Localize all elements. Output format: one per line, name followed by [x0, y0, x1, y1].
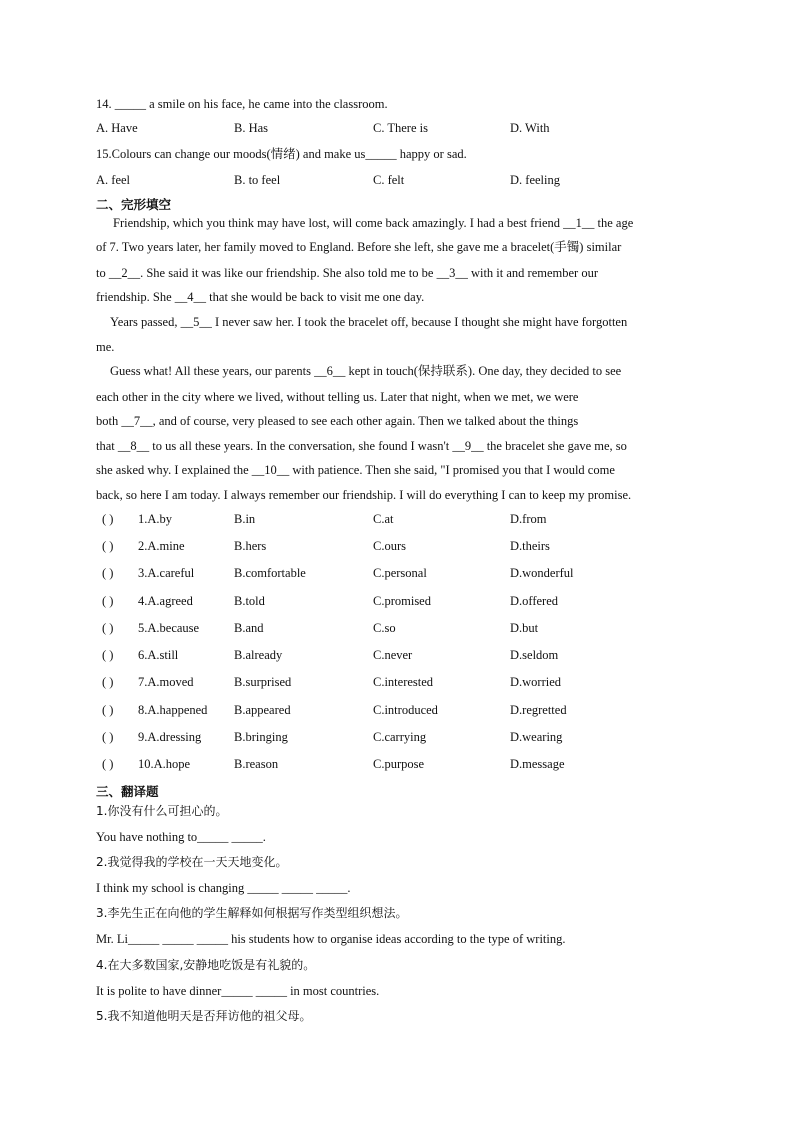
translation-3-cn: 3.李先生正在向他的学生解释如何根据写作类型组织想法。 [96, 906, 408, 920]
passage-line-3: to __2__. She said it was like our friendship. She also told me to be __3__ with it and remember our [96, 266, 599, 280]
cloze-6-option-b: B.already [234, 648, 283, 662]
q14-option-c: C. There is [373, 121, 428, 135]
section-3-title: 三、翻译题 [96, 784, 159, 799]
cloze-4-option-a: 4.A.agreed [138, 594, 193, 608]
answer-paren: ( ) [102, 730, 114, 744]
passage-line-2: of 7. Two years later, her family moved to England. Before she left, she gave me a bracelet(手镯) similar [96, 240, 622, 254]
passage-line-10: that __8__ to us all these years. In the conversation, she found I wasn't __9__ the bracelet she gave me, so [96, 439, 627, 453]
section-2-title: 二、完形填空 [96, 197, 172, 212]
cloze-5-option-c: C.so [373, 621, 396, 635]
cloze-8-option-b: B.appeared [234, 703, 291, 717]
cloze-1-option-a: 1.A.by [138, 512, 173, 526]
passage-line-1: Friendship, which you think may have lost, will come back amazingly. I had a best friend __1__ the age [113, 216, 634, 230]
cloze-6-option-d: D.seldom [510, 648, 559, 662]
answer-paren: ( ) [102, 566, 114, 580]
cloze-8-option-c: C.introduced [373, 703, 438, 717]
cloze-8-option-a: 8.A.happened [138, 703, 208, 717]
question-15-stem: 15.Colours can change our moods(情绪) and make us_____ happy or sad. [96, 147, 467, 161]
translation-4-en: It is polite to have dinner_____ _____ in most countries. [96, 984, 380, 998]
cloze-2-option-a: 2.A.mine [138, 539, 185, 553]
cloze-3-option-d: D.wonderful [510, 566, 574, 580]
cloze-1-option-b: B.in [234, 512, 256, 526]
passage-line-4: friendship. She __4__ that she would be back to visit me one day. [96, 290, 425, 304]
passage-line-11: she asked why. I explained the __10__ with patience. Then she said, "I promised you that I would come [96, 463, 615, 477]
cloze-10-option-b: B.reason [234, 757, 279, 771]
cloze-9-option-d: D.wearing [510, 730, 563, 744]
translation-1-en: You have nothing to_____ _____. [96, 830, 266, 844]
cloze-7-option-a: 7.A.moved [138, 675, 194, 689]
q15-option-a: A. feel [96, 173, 131, 187]
cloze-4-option-d: D.offered [510, 594, 559, 608]
translation-2-cn: 2.我觉得我的学校在一天天地变化。 [96, 855, 288, 869]
q14-option-a: A. Have [96, 121, 138, 135]
cloze-2-option-c: C.ours [373, 539, 406, 553]
cloze-5-option-a: 5.A.because [138, 621, 200, 635]
q15-option-d: D. feeling [510, 173, 560, 187]
cloze-6-option-c: C.never [373, 648, 413, 662]
passage-line-9: both __7__, and of course, very pleased to see each other again. Then we talked about the things [96, 414, 579, 428]
answer-paren: ( ) [102, 703, 114, 717]
passage-line-8: each other in the city where we lived, without telling us. Later that night, when we met, we were [96, 390, 579, 404]
cloze-4-option-b: B.told [234, 594, 265, 608]
passage-line-5: Years passed, __5__ I never saw her. I took the bracelet off, because I thought she might have forgotten [110, 315, 628, 329]
cloze-7-option-c: C.interested [373, 675, 434, 689]
cloze-9-option-c: C.carrying [373, 730, 427, 744]
passage-line-7: Guess what! All these years, our parents __6__ kept in touch(保持联系). One day, they decided to see [110, 364, 622, 378]
q15-option-b: B. to feel [234, 173, 281, 187]
cloze-7-option-b: B.surprised [234, 675, 292, 689]
cloze-5-option-d: D.but [510, 621, 539, 635]
cloze-10-option-d: D.message [510, 757, 565, 771]
answer-paren: ( ) [102, 621, 114, 635]
cloze-6-option-a: 6.A.still [138, 648, 179, 662]
cloze-3-option-a: 3.A.careful [138, 566, 195, 580]
cloze-9-option-a: 9.A.dressing [138, 730, 202, 744]
passage-line-6: me. [96, 340, 115, 354]
question-14-stem: 14. _____ a smile on his face, he came into the classroom. [96, 97, 388, 111]
cloze-10-option-a: 10.A.hope [138, 757, 191, 771]
cloze-5-option-b: B.and [234, 621, 264, 635]
answer-paren: ( ) [102, 512, 114, 526]
translation-3-en: Mr. Li_____ _____ _____ his students how to organise ideas according to the type of writing. [96, 932, 566, 946]
translation-4-cn: 4.在大多数国家,安静地吃饭是有礼貌的。 [96, 958, 316, 972]
answer-paren: ( ) [102, 675, 114, 689]
cloze-8-option-d: D.regretted [510, 703, 567, 717]
q14-option-d: D. With [510, 121, 550, 135]
q15-option-c: C. felt [373, 173, 405, 187]
cloze-1-option-d: D.from [510, 512, 547, 526]
cloze-10-option-c: C.purpose [373, 757, 425, 771]
cloze-2-option-b: B.hers [234, 539, 267, 553]
translation-1-cn: 1.你没有什么可担心的。 [96, 804, 228, 818]
answer-paren: ( ) [102, 648, 114, 662]
q14-option-b: B. Has [234, 121, 269, 135]
translation-2-en: I think my school is changing _____ _____ _____. [96, 881, 351, 895]
cloze-3-option-c: C.personal [373, 566, 427, 580]
answer-paren: ( ) [102, 539, 114, 553]
cloze-1-option-c: C.at [373, 512, 394, 526]
cloze-2-option-d: D.theirs [510, 539, 550, 553]
cloze-7-option-d: D.worried [510, 675, 562, 689]
answer-paren: ( ) [102, 594, 114, 608]
passage-line-12: back, so here I am today. I always remember our friendship. I will do everything I can to keep my promise. [96, 488, 632, 502]
translation-5-cn: 5.我不知道他明天是否拜访他的祖父母。 [96, 1009, 312, 1023]
answer-paren: ( ) [102, 757, 114, 771]
cloze-4-option-c: C.promised [373, 594, 431, 608]
cloze-3-option-b: B.comfortable [234, 566, 306, 580]
cloze-9-option-b: B.bringing [234, 730, 288, 744]
